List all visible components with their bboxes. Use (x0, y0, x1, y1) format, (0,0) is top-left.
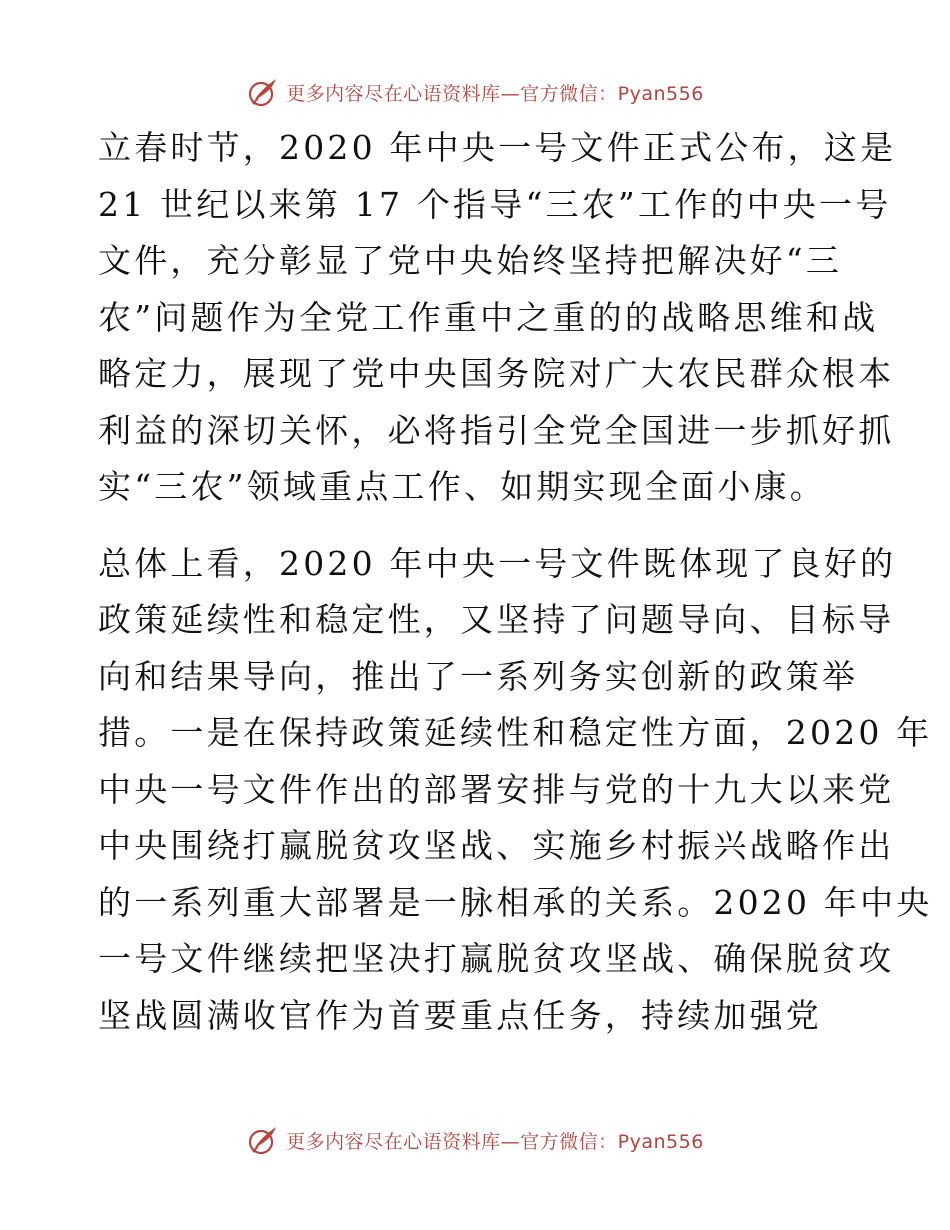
watermark-text: 更多内容尽在心语资料库—官方微信：Pyan556 (286, 82, 704, 105)
text-line: 总体上看，2020 年中央一号文件既体现了良好的 (98, 543, 897, 583)
paragraph-2 (98, 536, 933, 1045)
feather-logo-icon (246, 1123, 280, 1157)
text-line: 利益的深切关怀，必将指引全党全国进一步抓好抓 (98, 410, 895, 450)
header-watermark (0, 72, 950, 112)
text-line: 一号文件继续把坚决打赢脱贫攻坚战、确保脱贫攻 (98, 939, 895, 978)
text-line: 向和结果导向，推出了一系列务实创新的政策举 (98, 656, 859, 696)
footer-watermark (0, 1120, 950, 1160)
text-line: 的一系列重大部署是一脉相承的关系。2020 年中央 (98, 882, 933, 922)
text-line: 措。一是在保持政策延续性和稳定性方面，2020 年 (98, 713, 933, 752)
feather-logo-icon (246, 75, 280, 109)
text-line: 21 世纪以来第 17 个指导“三农”工作的中央一号 (98, 184, 892, 224)
text-line: 文件，充分彰显了党中央始终坚持把解决好“三 (98, 241, 843, 280)
text-line: 坚战圆满收官作为首要重点任务，持续加强党 (98, 995, 822, 1035)
text-line: 立春时节，2020 年中央一号文件正式公布，这是 (98, 128, 897, 167)
text-line: 略定力，展现了党中央国务院对广大农民群众根本 (98, 354, 895, 393)
article-body (98, 120, 933, 1044)
text-line: 中央围绕打赢脱贫攻坚战、实施乡村振兴战略作出 (98, 826, 895, 865)
paragraph-1 (98, 120, 897, 516)
text-line: 政策延续性和稳定性，又坚持了问题导向、目标导 (98, 600, 895, 639)
watermark-text: 更多内容尽在心语资料库—官方微信：Pyan556 (286, 1130, 704, 1153)
text-line: 农”问题作为全党工作重中之重的的战略思维和战 (98, 297, 879, 337)
text-line: 实“三农”领域重点工作、如期实现全面小康。 (98, 467, 826, 506)
text-line: 中央一号文件作出的部署安排与党的十九大以来党 (98, 769, 895, 809)
